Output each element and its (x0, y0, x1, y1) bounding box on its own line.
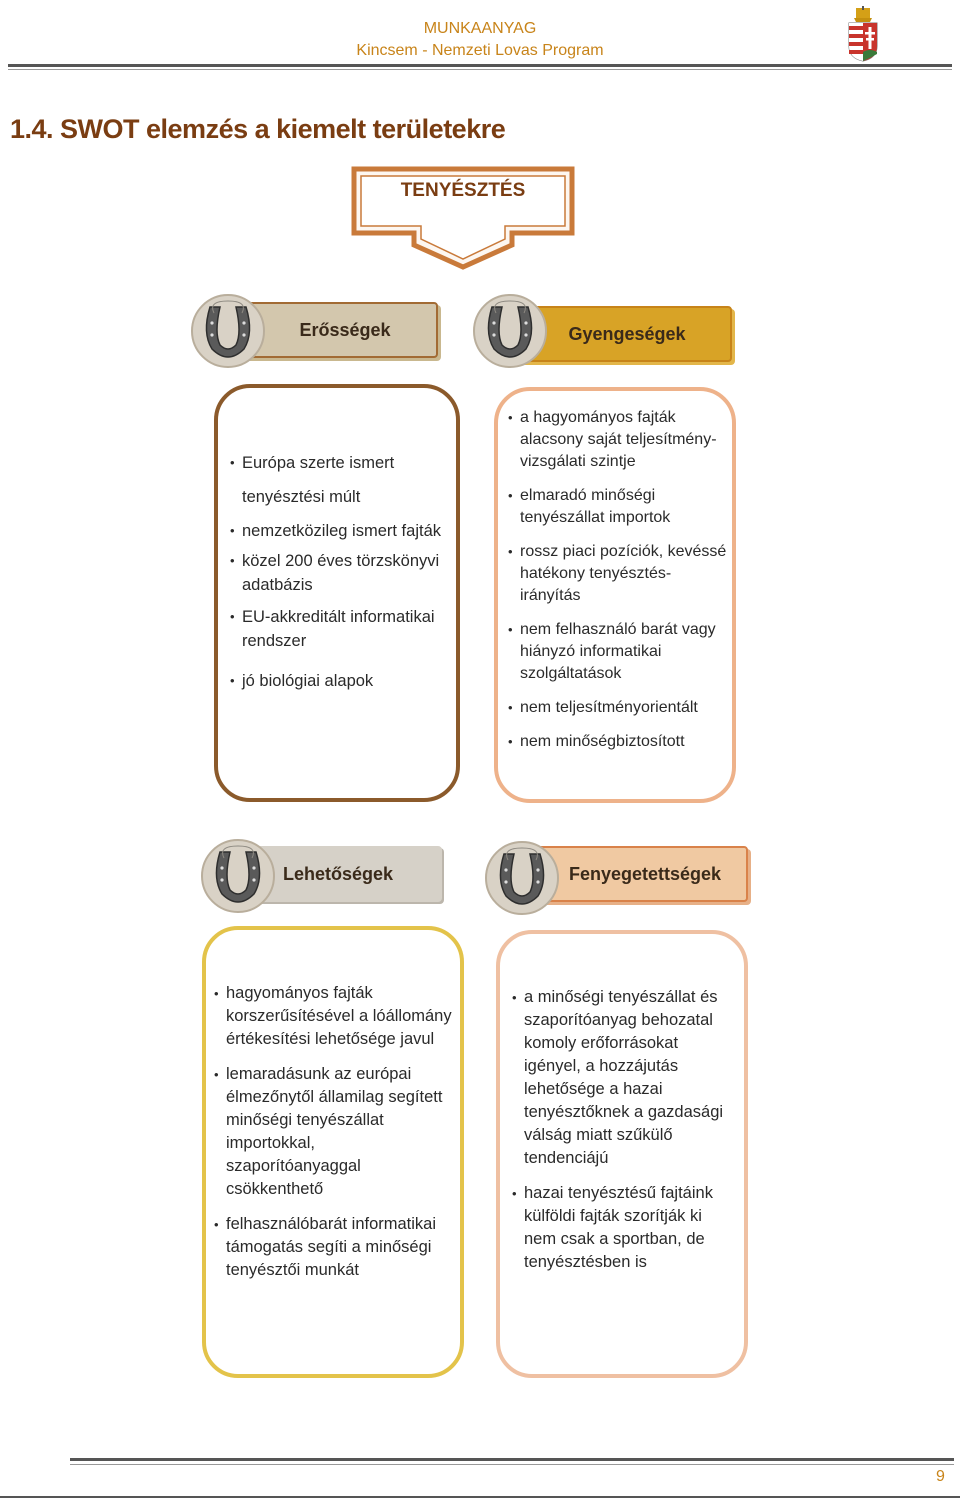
section-title: 1.4. SWOT elemzés a kiemelt területekre (10, 114, 506, 144)
list-item: • rossz piaci pozíciók, kevéssé hatékony tenyésztés-irányítás (510, 541, 730, 607)
list-item: • nem felhasználó barát vagy hiányzó informatikai szolgáltatások (510, 619, 730, 685)
weaknesses-box (494, 387, 736, 803)
list-item: • felhasználóbarát informatikai támogatás segíti a minőségi tenyésztői munkát (216, 1213, 452, 1282)
list-item: • hagyományos fajták korszerűsítésével a lóállomány értékesítési lehetősége javul (216, 982, 452, 1051)
horseshoe-icon (472, 293, 548, 369)
list-item: • a hagyományos fajták alacsony saját teljesítmény-vizsgálati szintje (510, 407, 730, 473)
weaknesses-title: Gyengeségek (568, 323, 686, 344)
bottom-rule (0, 1496, 960, 1498)
header-rule (8, 64, 952, 67)
threats-box (496, 930, 748, 1378)
list-item: • hazai tenyésztésű fajtáink külföldi fajták szorítják ki nem csak a sportban, de tenyésztésben is (514, 1182, 738, 1274)
header-subtitle: Kincsem - Nemzeti Lovas Program (356, 42, 604, 59)
list-item: • nem minőségbiztosított (510, 731, 730, 753)
hungarian-crest-icon (846, 6, 880, 62)
threats-header (536, 846, 748, 902)
list-item: • nem teljesítményorientált (510, 697, 730, 719)
strengths-box (214, 384, 460, 802)
header-rule-thin (8, 69, 952, 70)
list-item: tenyésztési múlt (242, 488, 361, 506)
list-item: • közel 200 éves törzskönyvi (232, 550, 452, 572)
threats-title: Fenyegetettségek (568, 863, 722, 884)
header-title: MUNKAANYAG (423, 20, 537, 37)
footer-rule-thin (70, 1464, 954, 1465)
list-item: • Európa szerte ismert (232, 452, 452, 474)
page-number: 9 (936, 1468, 945, 1485)
horseshoe-icon (190, 293, 266, 369)
opportunities-title: Lehetőségek (282, 863, 394, 884)
strengths-title: Erősségek (299, 319, 391, 340)
list-item: • a minőségi tenyészállat és szaporítóanyag behozatal komoly erőforrásokat igényel, a hozzájutás lehetősége a hazai tenyésztőknek a gazdasági válság miatt szűkülő tendenciájú (514, 986, 738, 1170)
horseshoe-icon (200, 838, 276, 914)
list-item: • elmaradó minőségi tenyészállat importok (510, 485, 730, 529)
horseshoe-icon (484, 840, 560, 916)
list-item: adatbázis (242, 576, 313, 594)
list-item: • EU-akkreditált informatikai (232, 606, 452, 628)
list-item: • jó biológiai alapok (232, 670, 452, 692)
opportunities-box (202, 926, 464, 1378)
footer-rule (70, 1458, 954, 1461)
list-item: • nemzetközileg ismert fajták (232, 520, 452, 542)
list-item: rendszer (242, 632, 307, 650)
banner-label: TENYÉSZTÉS (400, 180, 526, 201)
list-item: • lemaradásunk az európai élmezőnytől államilag segített minőségi tenyészállat importokkal, szaporítóanyaggal csökkenthető (216, 1063, 452, 1201)
